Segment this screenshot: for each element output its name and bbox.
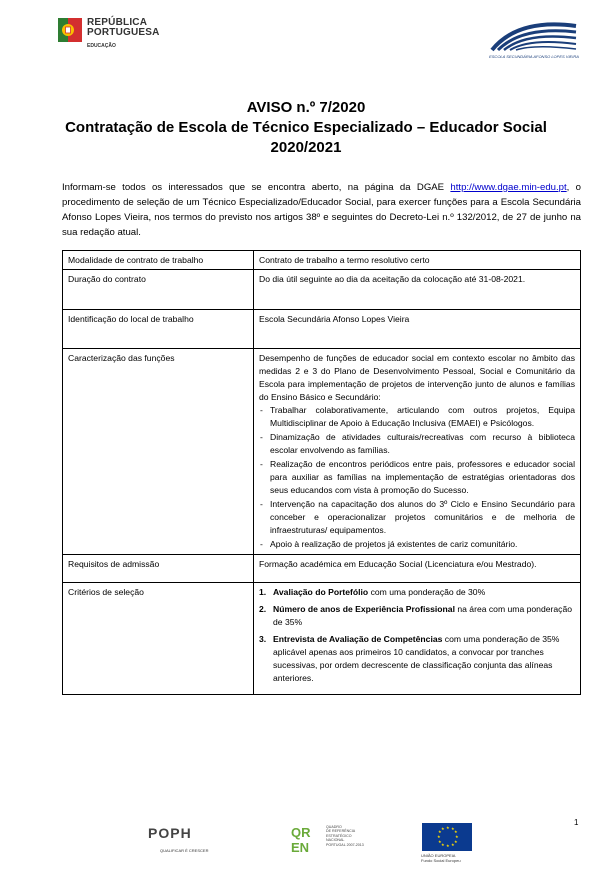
svg-text:★: ★ — [451, 842, 455, 847]
page-number: 1 — [574, 818, 579, 827]
criterio-detail: com uma ponderação de 30% — [368, 587, 486, 597]
local-label: Identificação do local de trabalho — [63, 310, 254, 349]
eu-line: UNIÃO EUROPEIA — [421, 853, 456, 858]
criterio-title: Entrevista de Avaliação de Competências — [273, 634, 443, 644]
criterio-number: 1. — [259, 587, 267, 597]
criterio-detail: na área com uma ponderação de 35% — [273, 604, 573, 627]
contract-info-table — [62, 250, 581, 695]
list-item: - Apoio à realização de projetos já existentes de cariz comunitário. — [270, 538, 575, 551]
criterio-title: Número de anos de Experiência Profissional — [273, 604, 455, 614]
modalidade-value: Contrato de trabalho a termo resolutivo certo — [254, 251, 581, 270]
svg-text:★: ★ — [441, 842, 445, 847]
criterio-detail: com uma ponderação de 35% aplicável apenas aos primeiros 10 candidatos, a convocar por tranches sucessivas, por ordem decrescente de classificação conjunta das alíneas anteriores. — [273, 634, 560, 683]
qren-line: QUADRO — [326, 825, 342, 829]
funcoes-cell — [254, 349, 581, 555]
page-footer — [0, 815, 612, 865]
poph-logo: POPH — [148, 825, 192, 841]
notice-subject: Contratação de Escola de Técnico Especializado – Educador Social — [65, 119, 547, 136]
qren-line: NACIONAL — [326, 838, 345, 843]
list-item: - Dinamização de atividades culturais/recreativas com recurso à biblioteca escolar envolvendo as famílias. — [270, 431, 575, 457]
criterios-label: Critérios de seleção — [63, 583, 254, 695]
gov-name-line1: REPÚBLICA — [87, 17, 148, 28]
modalidade-label: Modalidade de contrato de trabalho — [63, 251, 254, 270]
svg-text:QR: QR — [291, 825, 311, 840]
duracao-label: Duração do contrato — [63, 270, 254, 310]
list-item: - Trabalhar colaborativamente, articulando com outros projetos, Equipa Multidisciplinar de Apoio à Educação Inclusiva (EMAEI) e Psicólogos. — [270, 404, 575, 430]
criterio-number: 2. — [259, 604, 267, 614]
school-logo — [488, 16, 580, 68]
svg-text:★: ★ — [441, 826, 445, 831]
funcoes-intro: Desempenho de funções de educador social em contexto escolar no âmbito das medidas 2 e 3 do Plano de Desenvolvimento Pessoal, Social e Comunitário da Escola para implementação de projetos de intervenção junto de alunos e famílias do Ensino Básico e Secundário: — [259, 353, 575, 402]
table-row — [63, 555, 581, 583]
intro-text-after: , o procedimento de seleção de um Técnico Especializado/Educador Social, para exercer funções para a Escola Secundária Afonso Lopes Vieira, nos termos do previsto nos artigos 38º e seguintes do Decreto-Lei n.º 132/2012, de 27 de junho na sua redação atual. — [62, 182, 581, 238]
svg-text:★: ★ — [446, 825, 450, 830]
criterio-title: Avaliação do Portefólio — [273, 587, 369, 597]
list-item — [259, 633, 575, 685]
page-header — [0, 0, 612, 80]
portugal-coat-of-arms-icon — [58, 18, 82, 42]
table-row — [63, 270, 581, 310]
dgae-link[interactable]: http://www.dgae.min-edu.pt — [450, 182, 567, 193]
svg-text:★: ★ — [438, 829, 442, 834]
criterios-cell — [254, 583, 581, 695]
svg-text:★: ★ — [437, 834, 441, 839]
table-row — [63, 251, 581, 270]
table-row — [63, 583, 581, 695]
qren-line: PORTUGAL 2007-2013 — [326, 842, 364, 847]
eu-flag-icon — [422, 823, 472, 851]
qren-line: ESTRATÉGICO — [326, 833, 352, 838]
funcoes-list — [259, 404, 575, 551]
table-row — [63, 310, 581, 349]
svg-text:★: ★ — [446, 843, 450, 848]
eu-caption — [421, 853, 461, 863]
republica-portuguesa-logo — [58, 18, 160, 51]
svg-text:★: ★ — [454, 839, 458, 844]
poph-tagline: QUALIFICAR É CRESCER — [160, 848, 209, 853]
eu-line: Fundo Social Europeu — [421, 858, 461, 863]
list-item: - Realização de encontros periódicos entre pais, professores e educador social para auxiliar as famílias na implementação de estratégias orientadoras dos seus educandos com vista à promoção do Sucesso. — [270, 458, 575, 497]
svg-text:★: ★ — [438, 839, 442, 844]
requisitos-label: Requisitos de admissão — [63, 555, 254, 583]
duracao-value: Do dia útil seguinte ao dia da aceitação da colocação até 31-08-2021. — [254, 270, 581, 310]
criterio-number: 3. — [259, 634, 267, 644]
school-slogan: ESCOLA SECUNDÁRIA AFONSO LOPES VIEIRA — [489, 54, 579, 59]
intro-paragraph — [62, 180, 581, 240]
svg-text:★: ★ — [454, 829, 458, 834]
qren-caption — [326, 825, 364, 847]
notice-year: 2020/2021 — [270, 139, 342, 156]
school-wave-icon — [488, 16, 580, 54]
notice-number: AVISO n.º 7/2020 — [246, 99, 366, 116]
list-item — [259, 586, 575, 599]
notice-title — [60, 98, 552, 158]
intro-text-before: Informam-se todos os interessados que se encontra aberto, na página da DGAE — [62, 182, 451, 193]
svg-text:EN: EN — [291, 840, 310, 855]
svg-text:★: ★ — [451, 826, 455, 831]
local-value: Escola Secundária Afonso Lopes Vieira — [254, 310, 581, 349]
gov-name-line2: PORTUGUESA — [87, 27, 160, 38]
list-item — [259, 603, 575, 629]
table-row — [63, 349, 581, 555]
qren-line: DE REFERÊNCIA — [326, 829, 356, 834]
svg-text:★: ★ — [455, 834, 459, 839]
list-item: - Intervenção na capacitação dos alunos do 3º Ciclo e Ensino Secundário para conceber e operacionalizar projetos comunitários e de melhoria de infraestruturas/ equipamentos. — [270, 498, 575, 537]
gov-ministry: EDUCAÇÃO — [87, 43, 116, 49]
criterios-list — [259, 586, 575, 685]
requisitos-value: Formação académica em Educação Social (Licenciatura e/ou Mestrado). — [254, 555, 581, 583]
funcoes-label: Caracterização das funções — [63, 349, 254, 555]
